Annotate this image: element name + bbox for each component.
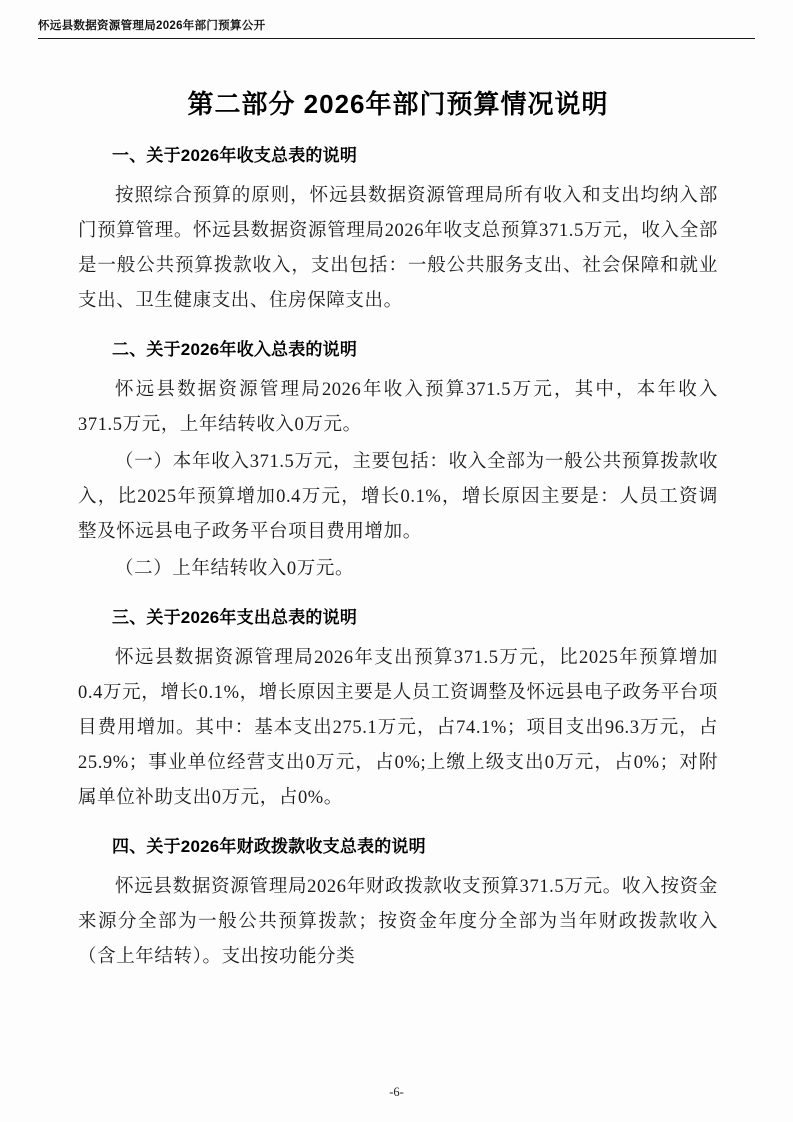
page-title: 第二部分 2026年部门预算情况说明: [187, 89, 609, 119]
paragraph: 按照综合预算的原则，怀远县数据资源管理局所有收入和支出均纳入部门预算管理。怀远县数据资源管理局2026年收支总预算371.5万元，收入全部是一般公共预算拨款收入，支出包括：一般公共服务支出、社会保障和就业支出、卫生健康支出、住房保障支出。: [78, 186, 718, 311]
header-divider: [38, 38, 755, 39]
section-heading: 三、关于2026年支出总表的说明: [112, 608, 358, 627]
paragraph: （二）上年结转收入0万元。: [115, 559, 355, 579]
paragraph: 怀远县数据资源管理局2026年支出预算371.5万元，比2025年预算增加0.4万元，增长0.1%，增长原因主要是人员工资调整及怀远县电子政务平台项目费用增加。其中：基本支出275.1万元，占74.1%；项目支出96.3万元，占25.9%；事业单位经营支出0万元，占0%;上缴上级支出0万元，占0%；对附属单位补助支出0万元，占0%。: [78, 648, 718, 808]
paragraph: 怀远县数据资源管理局2026年收入预算371.5万元，其中，本年收入371.5万元，上年结转收入0万元。: [78, 380, 718, 435]
document-body: [78, 70, 718, 977]
page-header: [38, 18, 755, 44]
section-heading: 二、关于2026年收入总表的说明: [112, 340, 358, 359]
running-title: 怀远县数据资源管理局2026年部门预算公开: [38, 20, 266, 32]
section-heading: 四、关于2026年财政拨款收支总表的说明: [112, 837, 426, 856]
page-number: -6-: [389, 1085, 404, 1099]
paragraph: 怀远县数据资源管理局2026年财政拨款收支预算371.5万元。收入按资金来源分全部为一般公共预算拨款；按资金年度分全部为当年财政拨款收入（含上年结转）。支出按功能分类: [78, 877, 718, 967]
paragraph: （一）本年收入371.5万元，主要包括：收入全部为一般公共预算拨款收入，比2025年预算增加0.4万元，增长0.1%，增长原因主要是：人员工资调整及怀远县电子政务平台项目费用增加。: [78, 452, 718, 542]
section-heading: 一、关于2026年收支总表的说明: [112, 146, 358, 165]
page-footer: [0, 1085, 793, 1100]
